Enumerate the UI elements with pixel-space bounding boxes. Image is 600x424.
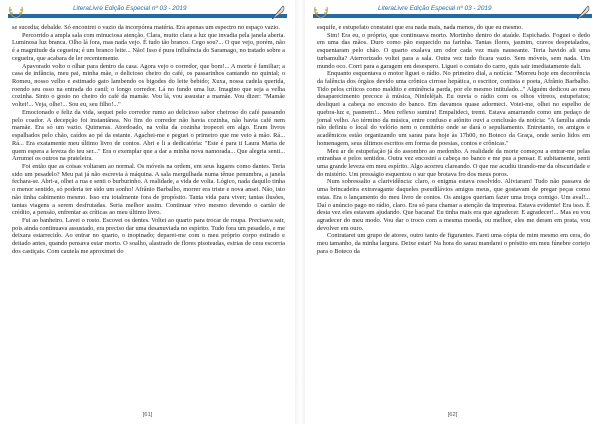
body-text [317, 24, 590, 256]
book-gutter [295, 0, 305, 424]
right-page [305, 0, 600, 424]
paragraph: esquife, e estupefato constatei que era nada mais, nada menos, do que eu mesmo. [317, 24, 523, 31]
header-band [313, 14, 592, 18]
quill-pen-icon [269, 4, 287, 20]
left-page [0, 0, 295, 424]
paragraph: Meu ar de estupefação já do assombro ao medonho. A realidade da morte começou a entrar-me pelas entranhas e pelos sentidos. Outra vez encostei a cabeça no banco e me pus a pensar. E subitamente, senti uma grande leveza em meu espírito. Algo acorreu clareando. O que me acudiu tirando-me da obscuridade e do mistério. Um presságio esquentou o sur que brotava fro dos meus poros. [317, 147, 590, 178]
page-header [313, 4, 592, 20]
paragraph: se sucedia; debalde. Só encontrei o vazio da incorpórea matéria. Era apenas um espectro no espaço vazio. [12, 24, 280, 31]
paragraph: Num sobressalto a clarividência: claro, o enigma estava resolvido. Aliviaram! Tudo não passava de uma brincadeira extravagante daqueles pseudilávios amigos meus, que gostavam de pregar peças como estas. Era o lançamento do meu livro de contos. Os amigos queriam fazer uma troça comigo. Um aval!... Daí o anúncio pago no rádio, claro. Era só para chamar a atenção da imprensa. Estava evidente! Era isso. É desta vez eles estavam ajudando. Que bacana! Eu tinha mais era que agradecer. E agradecer!... Mas eu vou agradecer do meu modo. Vou dar o troco com a mesma moeda, ou melhor, eles me deram em prata, vou devolver em ouro. [317, 178, 590, 232]
paragraph: Contratarei um grupo de atores, outro tanto de figurantes. Farei uma cópia de mim mesmo em cera, do meu tamanho, da minha largura. Deixe estar! Na hora do sarau mandarei o préstito em meu fúnebre cortejo para o Boteco da [317, 232, 590, 255]
laurel-wreath-icon [313, 4, 329, 20]
laurel-wreath-icon [8, 4, 24, 20]
page-number: [62] [447, 412, 458, 418]
paragraph: Enquanto esquentava o motor liguei o rádio. No primeiro dial, a notícia: "Morreu hoje em decorrência da falência dos órgãos devido uma crônica cirrose hepática, o escritor, contista e poeta, Afrânio Barbalho. Tido pelos críticos como maldito e eminência parda, por ele mesmo intitulado..." Alguém dedicou ao meu desaparecimento precoce à música, Ninfeléjah. Eu ouvia o rádio com os olhos vítreos, estupefatos; desliquei a cabeça no encosto do banco. Em davamos quase adormeci. Votei-me, olhei no espelho de quebra-luz e, pasmem!... Meu reflexo sumira! Empalideci, tremi. Estava amarrando como um pedaço de jornal velho. Ao término da música, entre confuso e atônito ouvi a conclusão da notícia: "A família ainda não definiu o local do velório nem o cemitério onde se dará o sepultamento. Entretanto, os amigos e acadêmicos estão organizando um sarau para hoje às 17h00, no Boteco da Graça, onde serão lidos em homenagem, seus últimos escritos em forma de poesias, contos e crônicas." [317, 70, 590, 147]
page-number: [61] [142, 412, 153, 418]
header-band [8, 14, 287, 18]
header-title: LiteraLivre Edição Especial nº 03 - 2019 [70, 5, 190, 12]
paragraph: Fui ao banheiro. Lavei o rosto. Escovei os dentes. Voltei ao quarto para trocar de roupa. Precisava sair, pois ainda continuava assustado, era preciso dar uma desanuviada no espírito. Tudo fora um pesadelo, e me deixara estarrecido. Ao entrar no quarto, o inopinado; deparei-me com o meu próprio corpo estirado e deitado antes, quando pensava estar morto. O soalho, alastrado de flores pisoteadas, estrias de cera escorria dos castiçais. Com cautela me aproximei do [12, 216, 285, 255]
page-header [8, 4, 287, 20]
paragraph: Sim! Era eu, o próprio, que continuava morto. Mortinho dentro do ataúde. Espichado. Foguei o dedo em uma das mãos. Duro como pão esquecido na farinha. Tantas flores, jasmim, cravos despetalados, esquentaram pelo chão. O quarto exalava um odor cada vez mais nauseante. Teria havido ali uma turbamulta? Aterrorizado voltei para a sala. Outra vez tudo ficara vazio. Sem móveis, sem nada. Um mundo oco. Corri para a garagem em desespero. Liguei o contato do carro, quis sair imediatamente dali. [317, 31, 590, 70]
paragraph: Percorrido a ampla sala com minuciosa atenção. Clara, muito clara a luz que invadia pela janela aberta. Luminosa luz branca. Olho lá fora, mas nada vejo. É tudo tão branco. Cego sou?... O que vejo, porém, não é a magnitude da cegueira; é um branco leite... Não! Isso é pura influência do Saramago, no tratado sobre a cegueira, que acabara de ler recentemente. [12, 31, 285, 62]
paragraph: Apavorado volto o olhar para dentro da casa. Agora vejo o corredor, que bom!... A morte é familiar; a casa de infância, meu pai, minha mãe, o delicioso cheiro do café, os passarinhos cantando no quintal; o Romeu, nosso velho e estimado gato lambendo os bigodes do leite bebido; Xuxa, nossa cadela querida, roendo seu osso na entrada do canil; o longo corredor. Lá no fundo uma luz. Imagino que seja a velha cozinha. Sinto o gosto no cheiro do café da mamãe. Vou lá, vou assustar a mamãe. Vou dizer: "Mamãe voltei!... Veja, olhe!... Sou eu, seu filho!..." [12, 62, 285, 109]
paragraph: Foi então que as coisas voltaram ao normal. Os móveis na ordem, em seus lugares como dantes. Teria sido um pesadelo? Meu pai já não escrevia à máquina. A sala mergulhada numa tênue penumbra, a janela fechara-se. Abri-a, olhei a rua e senti o burburinho. A realidade, a vida de volta. Lógico, nada daquilo tinha o menor sentido, só poderia ter sido um sonho! Afrânio Barbalho, morrer era triste e nova ansei. Não, isto não tinha cabimento mesmo. Isso era totalmente fora de propósito. Tanta vida para viver; tantas ilusões, tantas viagens a serem desfrutadas. Seria melhor assim. Continuar vivo mesmo devendo o cartão de crédito, a pensão, enfrentar as críticas ao meu último livro. [12, 162, 285, 217]
quill-pen-icon [574, 4, 592, 20]
body-text [12, 24, 285, 256]
header-title: LiteraLivre Edição Especial nº 03 - 2019 [375, 5, 495, 12]
paragraph: Emocionado e feliz da vida, sequei pelo corredor rumo ao delicioso sabor cheiroso do café passando pelo coador. A decepção foi instantânea. No fim do corredor não havia cozinha, não havia café nem mamãe. Era só um vazio. Quimeras. Atordoado, na volta da cozinha tropecei em algo. Eram livros espalhados pelo chão, caídos ao pé da estante. Agachei-me e peguei o primeiro que me veio à mão. Rá... Rá... Era exatamente meu último livro de contos. Abri e li a dedicatória: "Este é para ti Laura Maria de quem espera a leveza do teu ser..." Era o exemplar que a dar a minha nova namorada... Que alegria senti... Arrumei os outros na prateleira. [12, 108, 285, 163]
